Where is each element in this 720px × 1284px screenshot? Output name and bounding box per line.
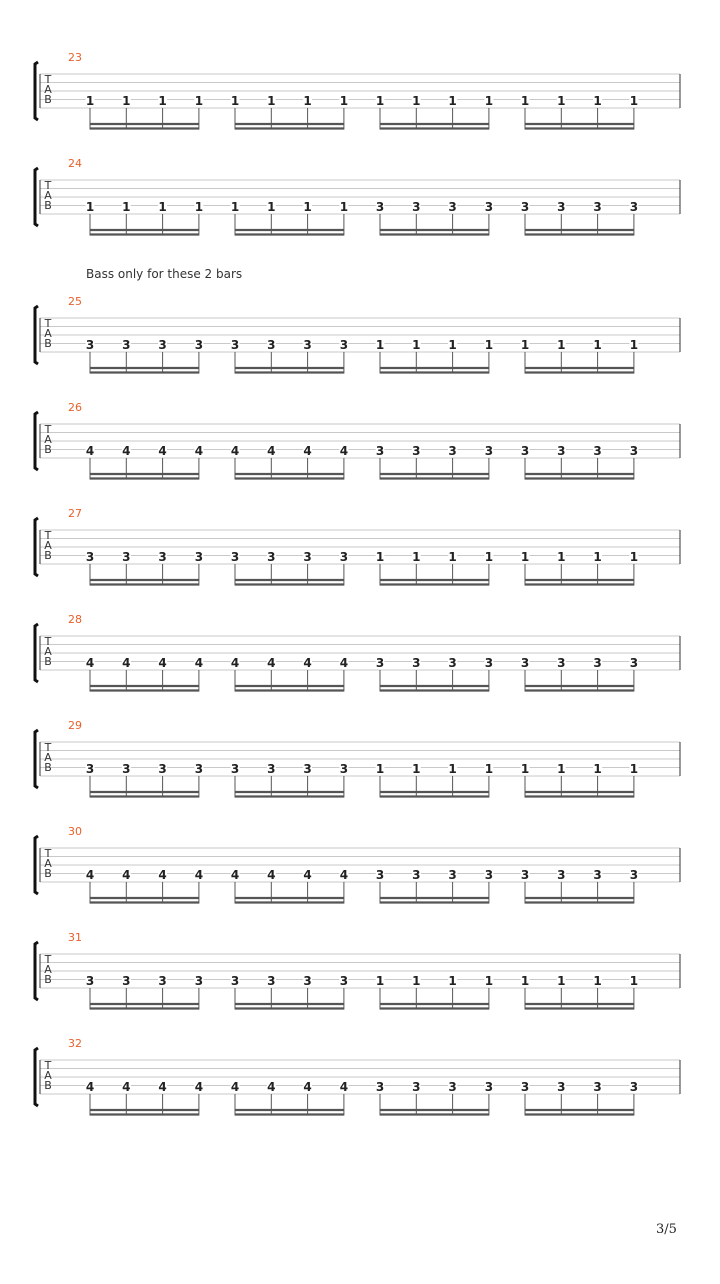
tab-clef-letter: B [44, 867, 52, 880]
measure-number: 30 [68, 825, 82, 838]
fret-number: 1 [629, 974, 639, 988]
fret-number: 1 [593, 338, 602, 352]
fret-number: 1 [375, 762, 385, 776]
fret-number: 1 [629, 94, 639, 108]
fret-number: 1 [375, 94, 385, 108]
tab-clef-letter: A [44, 751, 52, 764]
fret-number: 4 [158, 1080, 167, 1094]
fret-number: 1 [520, 94, 530, 108]
fret-number: 3 [339, 550, 349, 564]
tab-clef-letter: B [44, 973, 52, 986]
fret-number: 3 [85, 974, 95, 988]
fret-number: 4 [230, 656, 240, 670]
tab-clef-letter: T [44, 179, 52, 192]
system-bracket [35, 62, 38, 120]
fret-number: 3 [629, 1080, 639, 1094]
tab-clef-letter: T [44, 953, 52, 966]
fret-number: 4 [194, 868, 204, 882]
fret-number: 3 [85, 550, 95, 564]
fret-number: 1 [557, 974, 566, 988]
fret-number: 3 [412, 656, 421, 670]
fret-number: 4 [303, 868, 312, 882]
tab-system [35, 157, 680, 236]
fret-number: 4 [122, 868, 131, 882]
measure-number: 23 [68, 51, 82, 64]
tab-clef-letter: B [44, 199, 52, 212]
tab-clef-letter: A [44, 963, 52, 976]
fret-number: 3 [339, 974, 349, 988]
fret-number: 1 [85, 94, 95, 108]
fret-number: 1 [412, 94, 421, 108]
fret-number: 3 [412, 444, 421, 458]
fret-number: 3 [230, 974, 240, 988]
fret-number: 4 [303, 444, 312, 458]
tab-clef-letter: B [44, 761, 52, 774]
fret-number: 3 [122, 974, 131, 988]
fret-number: 1 [375, 338, 385, 352]
fret-number: 3 [484, 656, 494, 670]
fret-number: 3 [158, 550, 167, 564]
fret-number: 3 [194, 974, 204, 988]
measure-number: 27 [68, 507, 82, 520]
fret-number: 3 [267, 762, 276, 776]
fret-number: 3 [122, 338, 131, 352]
fret-number: 4 [158, 868, 167, 882]
fret-number: 3 [412, 868, 421, 882]
fret-number: 1 [448, 762, 457, 776]
fret-number: 1 [484, 762, 494, 776]
tab-clef-letter: A [44, 327, 52, 340]
tab-clef-letter: T [44, 529, 52, 542]
tab-clef-letter: T [44, 741, 52, 754]
fret-number: 1 [230, 200, 240, 214]
fret-number: 3 [339, 762, 349, 776]
measure-number: 24 [68, 157, 82, 170]
fret-number: 3 [593, 200, 602, 214]
tab-clef-letter: T [44, 73, 52, 86]
fret-number: 1 [520, 338, 530, 352]
tab-clef-letter: B [44, 337, 52, 350]
fret-number: 3 [412, 1080, 421, 1094]
fret-number: 4 [85, 444, 95, 458]
fret-number: 1 [484, 94, 494, 108]
fret-number: 1 [303, 94, 312, 108]
fret-number: 3 [194, 762, 204, 776]
tab-clef-letter: T [44, 847, 52, 860]
fret-number: 1 [629, 338, 639, 352]
fret-number: 3 [158, 338, 167, 352]
tab-clef-letter: T [44, 635, 52, 648]
fret-number: 3 [303, 974, 312, 988]
measure-number: 29 [68, 719, 82, 732]
fret-number: 4 [303, 656, 312, 670]
fret-number: 4 [85, 868, 95, 882]
fret-number: 1 [267, 94, 276, 108]
fret-number: 1 [593, 974, 602, 988]
measure-number: 26 [68, 401, 82, 414]
fret-number: 3 [520, 868, 530, 882]
tab-system [35, 931, 680, 1010]
fret-number: 1 [557, 762, 566, 776]
fret-number: 3 [230, 762, 240, 776]
fret-number: 3 [448, 444, 457, 458]
fret-number: 4 [267, 868, 276, 882]
fret-number: 1 [448, 338, 457, 352]
fret-number: 4 [267, 1080, 276, 1094]
tab-clef-letter: A [44, 189, 52, 202]
fret-number: 1 [448, 974, 457, 988]
fret-number: 3 [303, 762, 312, 776]
fret-number: 3 [303, 338, 312, 352]
fret-number: 1 [629, 550, 639, 564]
system-bracket [35, 624, 38, 682]
fret-number: 1 [339, 200, 349, 214]
fret-number: 3 [267, 550, 276, 564]
fret-number: 3 [557, 200, 566, 214]
tab-clef-letter: A [44, 1069, 52, 1082]
fret-number: 3 [122, 762, 131, 776]
fret-number: 3 [375, 200, 385, 214]
system-bracket [35, 168, 38, 226]
fret-number: 1 [412, 974, 421, 988]
system-bracket [35, 942, 38, 1000]
fret-number: 1 [412, 550, 421, 564]
fret-number: 1 [230, 94, 240, 108]
fret-number: 4 [194, 444, 204, 458]
fret-number: 3 [85, 762, 95, 776]
tab-clef-letter: T [44, 1059, 52, 1072]
fret-number: 3 [484, 1080, 494, 1094]
fret-number: 4 [267, 656, 276, 670]
tab-system [35, 295, 680, 374]
system-bracket [35, 412, 38, 470]
tab-clef-letter: T [44, 317, 52, 330]
tab-clef-letter: B [44, 1079, 52, 1092]
fret-number: 3 [303, 550, 312, 564]
fret-number: 3 [593, 1080, 602, 1094]
fret-number: 3 [448, 1080, 457, 1094]
tab-system [35, 401, 680, 480]
fret-number: 1 [484, 338, 494, 352]
fret-number: 1 [593, 550, 602, 564]
system-bracket [35, 518, 38, 576]
fret-number: 3 [194, 550, 204, 564]
fret-number: 3 [448, 656, 457, 670]
fret-number: 3 [520, 656, 530, 670]
tab-clef-letter: B [44, 93, 52, 106]
fret-number: 3 [375, 1080, 385, 1094]
fret-number: 3 [593, 444, 602, 458]
page-number: 3/5 [656, 1222, 677, 1237]
system-bracket [35, 1048, 38, 1106]
tab-system [35, 507, 680, 586]
fret-number: 4 [339, 656, 349, 670]
fret-number: 1 [339, 94, 349, 108]
fret-number: 4 [230, 1080, 240, 1094]
measure-number: 25 [68, 295, 82, 308]
fret-number: 3 [520, 444, 530, 458]
fret-number: 4 [303, 1080, 312, 1094]
fret-number: 3 [375, 444, 385, 458]
fret-number: 3 [412, 200, 421, 214]
fret-number: 1 [557, 338, 566, 352]
fret-number: 3 [593, 656, 602, 670]
fret-number: 3 [557, 868, 566, 882]
fret-number: 4 [194, 656, 204, 670]
measure-number: 31 [68, 931, 82, 944]
fret-number: 1 [412, 762, 421, 776]
tab-system [35, 1037, 680, 1116]
fret-number: 4 [85, 656, 95, 670]
fret-number: 3 [629, 656, 639, 670]
fret-number: 1 [267, 200, 276, 214]
fret-number: 3 [339, 338, 349, 352]
fret-number: 3 [267, 338, 276, 352]
fret-number: 1 [375, 550, 385, 564]
fret-number: 1 [85, 200, 95, 214]
fret-number: 4 [158, 656, 167, 670]
fret-number: 3 [194, 338, 204, 352]
measure-number: 32 [68, 1037, 82, 1050]
fret-number: 3 [375, 868, 385, 882]
fret-number: 1 [520, 550, 530, 564]
fret-number: 1 [375, 974, 385, 988]
fret-number: 4 [339, 444, 349, 458]
fret-number: 3 [122, 550, 131, 564]
tab-clef-letter: A [44, 857, 52, 870]
fret-number: 4 [158, 444, 167, 458]
fret-number: 4 [267, 444, 276, 458]
fret-number: 3 [448, 200, 457, 214]
fret-number: 3 [557, 656, 566, 670]
fret-number: 3 [158, 974, 167, 988]
system-bracket [35, 306, 38, 364]
measure-number: 28 [68, 613, 82, 626]
fret-number: 1 [520, 762, 530, 776]
tab-clef-letter: B [44, 549, 52, 562]
fret-number: 3 [484, 444, 494, 458]
fret-number: 1 [593, 762, 602, 776]
fret-number: 3 [629, 868, 639, 882]
fret-number: 1 [412, 338, 421, 352]
fret-number: 4 [122, 1080, 131, 1094]
fret-number: 1 [484, 550, 494, 564]
fret-number: 3 [484, 868, 494, 882]
fret-number: 1 [448, 550, 457, 564]
fret-number: 4 [85, 1080, 95, 1094]
tab-system [35, 825, 680, 904]
fret-number: 3 [557, 1080, 566, 1094]
system-bracket [35, 730, 38, 788]
fret-number: 3 [629, 444, 639, 458]
fret-number: 3 [85, 338, 95, 352]
fret-number: 3 [158, 762, 167, 776]
tab-clef-letter: A [44, 539, 52, 552]
fret-number: 1 [593, 94, 602, 108]
tab-clef-letter: B [44, 655, 52, 668]
fret-number: 1 [122, 94, 131, 108]
system-bracket [35, 836, 38, 894]
fret-number: 1 [303, 200, 312, 214]
fret-number: 3 [484, 200, 494, 214]
tab-clef-letter: A [44, 645, 52, 658]
fret-number: 4 [339, 1080, 349, 1094]
fret-number: 3 [375, 656, 385, 670]
fret-number: 4 [339, 868, 349, 882]
tab-clef-letter: T [44, 423, 52, 436]
fret-number: 1 [122, 200, 131, 214]
fret-number: 1 [557, 550, 566, 564]
fret-number: 3 [557, 444, 566, 458]
fret-number: 1 [629, 762, 639, 776]
fret-number: 1 [484, 974, 494, 988]
fret-number: 1 [520, 974, 530, 988]
fret-number: 3 [448, 868, 457, 882]
tab-system [35, 51, 680, 130]
fret-number: 1 [557, 94, 566, 108]
tab-clef-letter: A [44, 433, 52, 446]
annotation-text: Bass only for these 2 bars [86, 267, 243, 281]
fret-number: 3 [520, 200, 530, 214]
fret-number: 4 [122, 444, 131, 458]
fret-number: 4 [122, 656, 131, 670]
fret-number: 1 [158, 94, 167, 108]
fret-number: 4 [194, 1080, 204, 1094]
tab-clef-letter: A [44, 83, 52, 96]
fret-number: 4 [230, 868, 240, 882]
fret-number: 1 [194, 200, 204, 214]
fret-number: 3 [230, 550, 240, 564]
fret-number: 1 [194, 94, 204, 108]
fret-number: 3 [230, 338, 240, 352]
fret-number: 3 [629, 200, 639, 214]
fret-number: 1 [158, 200, 167, 214]
fret-number: 4 [230, 444, 240, 458]
fret-number: 3 [267, 974, 276, 988]
fret-number: 1 [448, 94, 457, 108]
tab-system [35, 719, 680, 798]
tab-system [35, 613, 680, 692]
fret-number: 3 [593, 868, 602, 882]
fret-number: 3 [520, 1080, 530, 1094]
tab-clef-letter: B [44, 443, 52, 456]
